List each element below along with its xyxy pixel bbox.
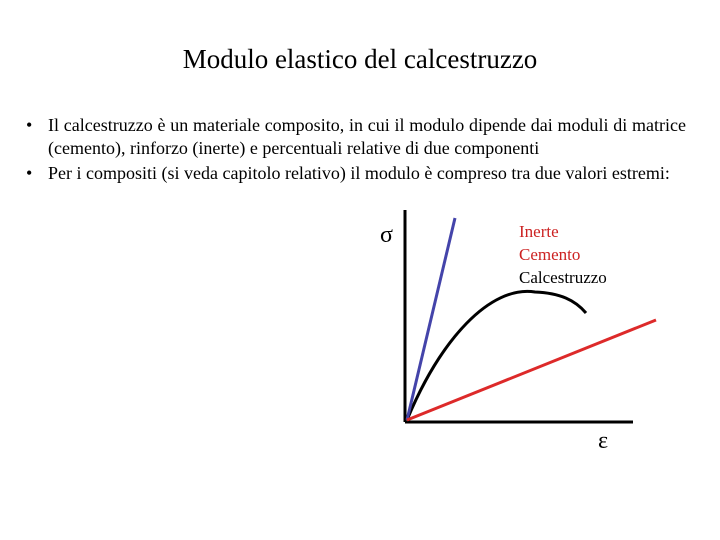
- sigma-label: σ: [380, 222, 393, 248]
- slide-title: Modulo elastico del calcestruzzo: [182, 44, 538, 74]
- legend-cemento: Cemento: [519, 245, 581, 264]
- bullet-item: • Il calcestruzzo è un materiale composito, in cui il modulo dipende dai moduli di matrice (cemento), rinforzo (inerte) e percentuali relative di due componenti: [26, 114, 686, 160]
- epsilon-label: ε: [598, 428, 609, 454]
- curve-legend: [519, 220, 607, 289]
- legend-inerte: Inerte: [519, 222, 559, 241]
- legend-calcestruzzo: Calcestruzzo: [519, 268, 607, 287]
- inerte-line: [407, 218, 455, 420]
- cemento-line: [407, 320, 656, 420]
- bullet-item: • Per i compositi (si veda capitolo relativo) il modulo è compreso tra due valori estremi:: [26, 162, 686, 185]
